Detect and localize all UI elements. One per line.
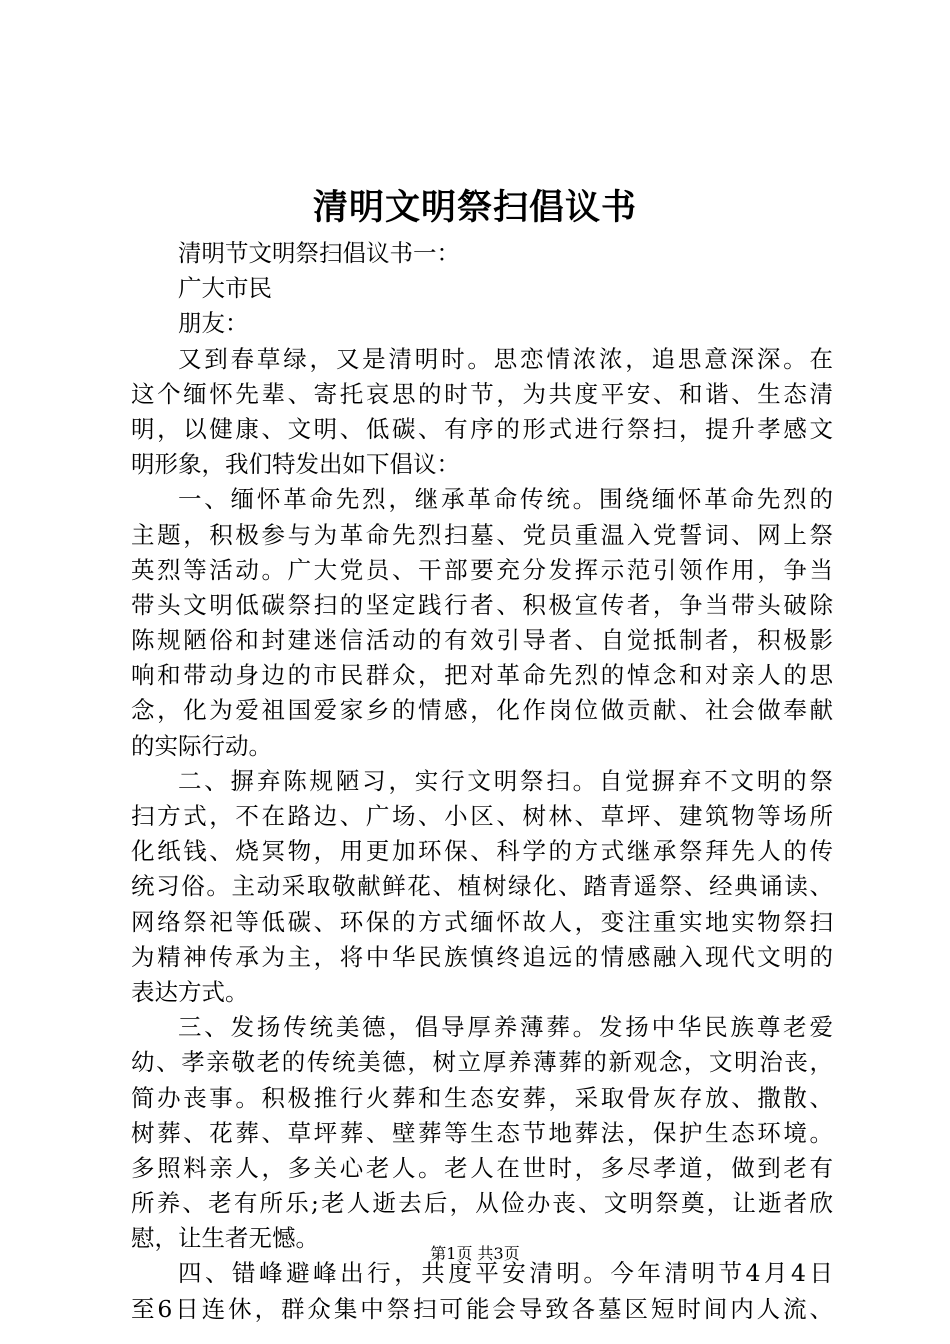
text-line: 慰，让生者无憾。 <box>131 1224 319 1253</box>
text-line: 网络祭祀等低碳、环保的方式缅怀故人，变注重实地实物祭扫 <box>131 907 833 936</box>
text-line: 简办丧事。积极推行火葬和生态安葬，采取骨灰存放、撒散、 <box>131 1083 833 1112</box>
text-line: 四、错峰避峰出行，共度平安清明。今年清明节4月4日 <box>178 1259 833 1288</box>
text-line: 一、缅怀革命先烈，继承革命传统。围绕缅怀革命先烈的 <box>178 485 833 514</box>
text-line: 主题，积极参与为革命先烈扫墓、党员重温入党誓词、网上祭 <box>131 520 833 549</box>
document-title: 清明文明祭扫倡议书 <box>312 187 637 228</box>
text-line: 统习俗。主动采取敬献鲜花、植树绿化、踏青遥祭、经典诵读、 <box>131 872 833 901</box>
text-line: 为精神传承为主，将中华民族慎终追远的情感融入现代文明的 <box>131 942 833 971</box>
text-line: 树葬、花葬、草坪葬、壁葬等生态节地葬法，保护生态环境。 <box>131 1118 833 1147</box>
text-line: 又到春草绿，又是清明时。思恋情浓浓，追思意深深。在 <box>178 344 833 373</box>
text-line: 朋友： <box>178 309 249 338</box>
text-line: 化纸钱、烧冥物，用更加环保、科学的方式继承祭拜先人的传 <box>131 837 833 866</box>
text-line: 明，以健康、文明、低碳、有序的形式进行祭扫，提升孝感文 <box>131 414 833 443</box>
text-line: 二、摒弃陈规陋习，实行文明祭扫。自觉摒弃不文明的祭 <box>178 766 833 795</box>
text-line: 响和带动身边的市民群众，把对革命先烈的悼念和对亲人的思 <box>131 661 833 690</box>
text-line: 所养、老有所乐;老人逝去后，从俭办丧、文明祭奠，让逝者欣 <box>131 1189 833 1218</box>
text-line: 清明节文明祭扫倡议书一： <box>178 239 460 267</box>
document-body <box>131 236 833 1327</box>
text-line: 英烈等活动。广大党员、干部要充分发挥示范引领作用，争当 <box>131 555 833 584</box>
text-line: 带头文明低碳祭扫的坚定践行者、积极宣传者，争当带头破除 <box>131 590 833 619</box>
text-line: 表达方式。 <box>131 977 249 1006</box>
text-line: 广大市民 <box>178 274 272 303</box>
text-line: 念，化为爱祖国爱家乡的情感，化作岗位做贡献、社会做奉献 <box>131 696 833 725</box>
text-line: 至6日连休，群众集中祭扫可能会导致各墓区短时间内人流、 <box>131 1294 833 1323</box>
text-line: 陈规陋俗和封建迷信活动的有效引导者、自觉抵制者，积极影 <box>131 626 833 655</box>
text-line: 这个缅怀先辈、寄托哀思的时节，为共度平安、和谐、生态清 <box>131 379 833 408</box>
text-line: 明形象，我们特发出如下倡议： <box>131 450 460 479</box>
text-line: 的实际行动。 <box>131 731 272 760</box>
text-line: 三、发扬传统美德，倡导厚养薄葬。发扬中华民族尊老爱 <box>178 1013 833 1042</box>
text-line: 扫方式，不在路边、广场、小区、树林、草坪、建筑物等场所 <box>131 802 833 830</box>
page-footer: 第1页 共3页 <box>430 1244 520 1263</box>
text-line: 多照料亲人，多关心老人。老人在世时，多尽孝道，做到老有 <box>131 1153 833 1182</box>
text-line: 幼、孝亲敬老的传统美德，树立厚养薄葬的新观念，文明治丧， <box>131 1048 833 1077</box>
